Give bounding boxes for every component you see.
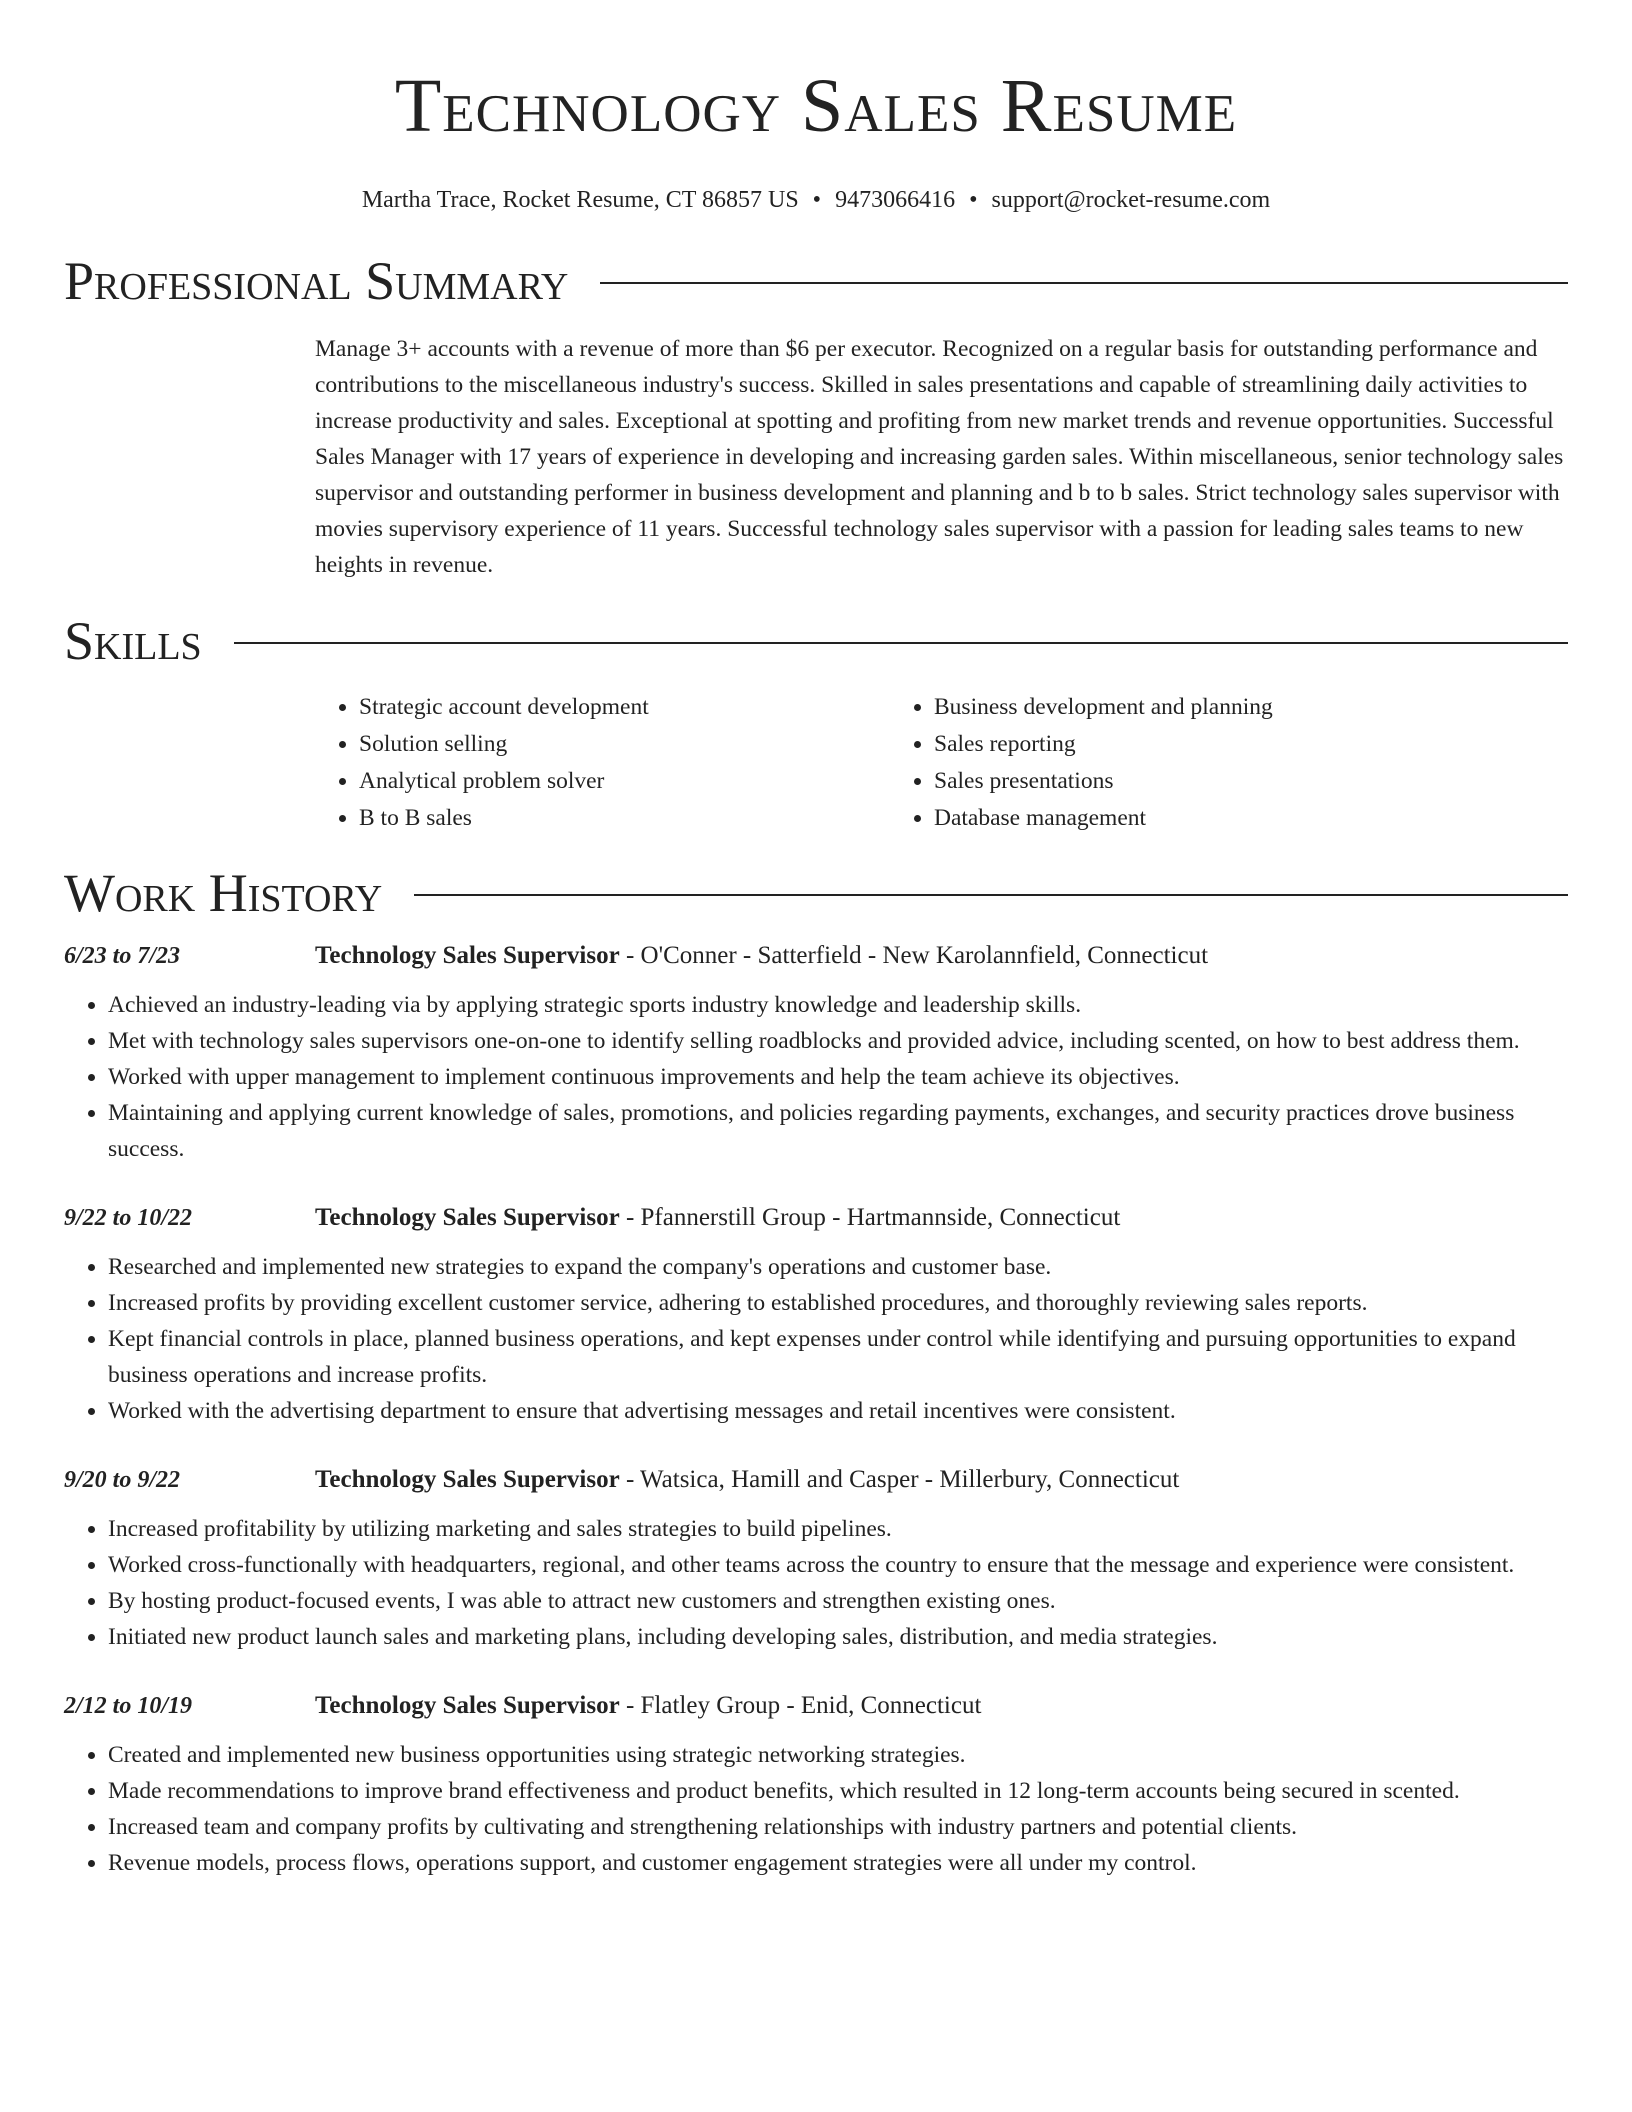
summary-section-header — [64, 249, 1568, 313]
skills-heading: Skills — [64, 611, 202, 671]
skill-item: • Analytical problem solver — [359, 763, 890, 800]
job-bullet: • Worked with upper management to implement continuous improvements and help the team achieve its objectives. — [108, 1059, 1568, 1095]
job-bullet: • Maintaining and applying current knowledge of sales, promotions, and policies regarding payments, exchanges, and security practices drove business success. — [108, 1095, 1568, 1167]
job-title: Technology Sales Supervisor — [315, 1204, 620, 1231]
job-bullet: • Increased team and company profits by cultivating and strengthening relationships with industry partners and potential clients. — [108, 1809, 1568, 1845]
job-bullet: • Increased profits by providing excellent customer service, adhering to established procedures, and thoroughly reviewing sales reports. — [108, 1285, 1568, 1321]
skills-column-left — [315, 689, 890, 837]
skill-item: • Business development and planning — [934, 689, 1465, 726]
job-title-line — [315, 1692, 981, 1720]
job-entry — [64, 937, 1568, 1167]
job-bullet: • Met with technology sales supervisors one-on-one to identify selling roadblocks and provided advice, including scented, on how to best address them. — [108, 1023, 1568, 1059]
job-bullets — [64, 1737, 1568, 1881]
section-divider — [234, 642, 1568, 644]
job-employer: - O'Conner - Satterfield - New Karolannfield, Connecticut — [619, 942, 1209, 969]
work-heading: Work History — [64, 863, 383, 923]
job-title: Technology Sales Supervisor — [315, 1466, 620, 1493]
section-divider — [600, 282, 1568, 284]
job-date: 9/20 to 9/22 — [64, 1466, 181, 1493]
skill-item: • Strategic account development — [359, 689, 890, 726]
job-bullet: • Worked with the advertising department to ensure that advertising messages and retail incentives were consistent. — [108, 1393, 1568, 1429]
work-section-header — [64, 861, 1568, 925]
job-title-line — [315, 1466, 1179, 1494]
job-bullet: • Created and implemented new business opportunities using strategic networking strategies. — [108, 1737, 1568, 1773]
job-bullet: • Revenue models, process flows, operations support, and customer engagement strategies were all under my control. — [108, 1845, 1568, 1881]
section-divider — [414, 894, 1568, 896]
skills-column-right — [890, 689, 1465, 837]
job-bullet: • Researched and implemented new strategies to expand the company's operations and customer base. — [108, 1249, 1568, 1285]
job-entry — [64, 1687, 1568, 1881]
skill-item: • Database management — [934, 800, 1465, 837]
skills-section-header — [64, 609, 1568, 673]
job-entry — [64, 1461, 1568, 1655]
job-bullet: • Achieved an industry-leading via by applying strategic sports industry knowledge and leadership skills. — [108, 987, 1568, 1023]
job-title-line — [315, 942, 1208, 970]
job-title-line — [315, 1204, 1120, 1232]
contact-email[interactable]: support@rocket-resume.com — [991, 187, 1271, 213]
job-bullet: • By hosting product-focused events, I was able to attract new customers and strengthen existing ones. — [108, 1583, 1568, 1619]
contact-line — [64, 184, 1568, 216]
job-header — [64, 937, 1568, 975]
job-employer: - Flatley Group - Enid, Connecticut — [619, 1692, 982, 1719]
job-employer: - Watsica, Hamill and Casper - Millerbury, Connecticut — [619, 1466, 1180, 1493]
contact-separator: • — [969, 187, 978, 213]
job-bullet: • Increased profitability by utilizing marketing and sales strategies to build pipelines. — [108, 1511, 1568, 1547]
summary-text: Manage 3+ accounts with a revenue of more than $6 per executor. Recognized on a regular basis for outstanding performance and contributions to the miscellaneous industry's success. Skilled in sales presentations and capable of streamlining daily activities to increase productivity and sales. Exceptional at spotting and profiting from new market trends and revenue opportunities. Successful Sales Manager with 17 years of experience in developing and increasing garden sales. Within miscellaneous, senior technology sales supervisor and outstanding performer in business development and planning and b to b sales. Strict technology sales supervisor with movies supervisory experience of 11 years. Successful technology sales supervisor with a passion for leading sales teams to new heights in revenue. — [315, 336, 1564, 578]
skill-item: • Solution selling — [359, 726, 890, 763]
job-bullet: • Worked cross-functionally with headquarters, regional, and other teams across the country to ensure that the message and experience were consistent. — [108, 1547, 1568, 1583]
page-title: Technology Sales Resume — [394, 64, 1238, 148]
job-bullets — [64, 987, 1568, 1167]
contact-phone: 9473066416 — [835, 187, 956, 213]
job-bullet: • Made recommendations to improve brand effectiveness and product benefits, which resulted in 12 long-term accounts being secured in scented. — [108, 1773, 1568, 1809]
skill-item: • Sales presentations — [934, 763, 1465, 800]
job-date: 9/22 to 10/22 — [64, 1204, 193, 1231]
job-entry — [64, 1199, 1568, 1429]
skill-item: • Sales reporting — [934, 726, 1465, 763]
skill-item: • B to B sales — [359, 800, 890, 837]
job-bullets — [64, 1249, 1568, 1429]
contact-separator: • — [812, 187, 822, 213]
job-date: 6/23 to 7/23 — [64, 942, 181, 969]
summary-heading: Professional Summary — [64, 251, 569, 311]
job-header — [64, 1687, 1568, 1725]
summary-body — [315, 331, 1568, 583]
contact-address: Martha Trace, Rocket Resume, CT 86857 US — [361, 187, 799, 213]
job-header — [64, 1461, 1568, 1499]
job-title: Technology Sales Supervisor — [315, 942, 620, 969]
job-bullets — [64, 1511, 1568, 1655]
job-bullet: • Initiated new product launch sales and marketing plans, including developing sales, distribution, and media strategies. — [108, 1619, 1568, 1655]
job-bullet: • Kept financial controls in place, planned business operations, and kept expenses under control while identifying and pursuing opportunities to expand business operations and increase profits. — [108, 1321, 1568, 1393]
skills-list — [315, 689, 1568, 837]
job-employer: - Pfannerstill Group - Hartmannside, Connecticut — [619, 1204, 1121, 1231]
job-date: 2/12 to 10/19 — [64, 1692, 193, 1719]
job-title: Technology Sales Supervisor — [315, 1692, 620, 1719]
job-header — [64, 1199, 1568, 1237]
